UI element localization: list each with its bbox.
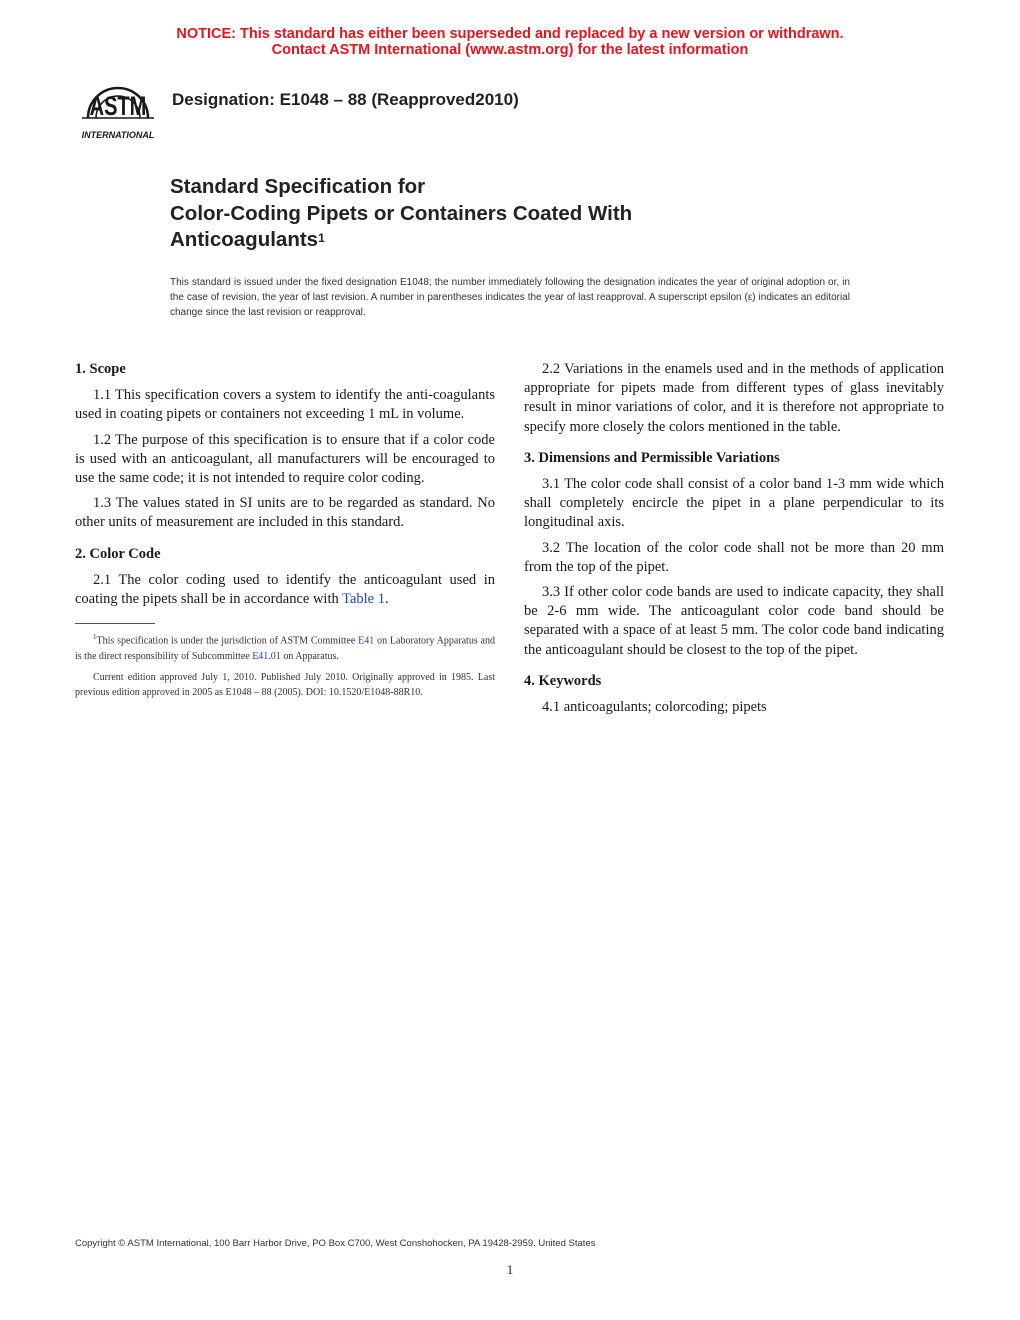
footnote-text-a3: on Apparatus. bbox=[280, 650, 339, 662]
paragraph-1-1: 1.1 This specification covers a system to identify the anti-coagulants used in coating pipets or containers not exceeding 1 mL in volume. bbox=[75, 387, 495, 423]
footnote-divider bbox=[75, 623, 155, 624]
table-1-link[interactable]: Table 1 bbox=[342, 591, 385, 608]
footnote-text-a2: on Laboratory Apparatus and is the direct responsibility of Subcommittee bbox=[75, 635, 495, 662]
paragraph-2-1-text: 2.1 The color coding used to identify the anticoagulant used in coating the pipets shall be in accordance with bbox=[75, 571, 495, 608]
title-line-3-text: Anticoagulants bbox=[170, 228, 319, 251]
paragraph-3-3: 3.3 If other color code bands are used to indicate capacity, they shall be 2-6 mm wide. The anticoagulant color code band should be separated with a space of at least 5 mm. The color code band indicating the anticoagulant should be closest to the top of the pipet. bbox=[524, 584, 944, 658]
title-footnote-ref[interactable]: 1 bbox=[318, 231, 325, 245]
subcommittee-e41-01-link[interactable]: E41.01 bbox=[252, 650, 281, 662]
designation: Designation: E1048 – 88 (Reapproved2010) bbox=[172, 90, 519, 109]
notice-line-1: NOTICE: This standard has either been superseded and replaced by a new version or withdrawn. bbox=[176, 26, 844, 42]
footnote-mark: 1 bbox=[93, 633, 97, 642]
title-line-2: Color-Coding Pipets or Containers Coated With bbox=[170, 201, 633, 225]
section-color-code-heading: 2. Color Code bbox=[75, 545, 161, 562]
paragraph-2-2: 2.2 Variations in the enamels used and in the methods of application appropriate for pipets made from different types of glass inevitably result in minor variations of color, and it is therefore not appropriate to specify more closely the colors mentioned in the table. bbox=[524, 361, 944, 435]
footnote-text-a1: This specification is under the jurisdiction of ASTM Committee bbox=[96, 635, 359, 647]
logo-letters: ASTM bbox=[89, 91, 147, 123]
committee-e41-link[interactable]: E41 bbox=[358, 635, 375, 647]
notice-line-2: Contact ASTM International (www.astm.org) for the latest information bbox=[271, 42, 749, 58]
issued-note: This standard is issued under the fixed designation E1048; the number immediately following the designation indicates the year of original adoption or, in the case of revision, the year of last revision. A number in parentheses indicates the year of last reapproval. A superscript epsilon (ε) indicates an editorial change since the last revision or reapproval. bbox=[170, 277, 850, 318]
copyright: Copyright © ASTM International, 100 Barr Harbor Drive, PO Box C700, West Conshohocken, PA 19428-2959. United States bbox=[75, 1238, 596, 1249]
title-line-1: Standard Specification for bbox=[170, 175, 426, 198]
page-number: 1 bbox=[506, 1262, 514, 1277]
paragraph-3-2: 3.2 The location of the color code shall not be more than 20 mm from the top of the pipet. bbox=[524, 539, 944, 575]
section-dimensions-heading: 3. Dimensions and Permissible Variations bbox=[524, 449, 780, 466]
paragraph-1-3: 1.3 The values stated in SI units are to be regarded as standard. No other units of measurement are included in this standard. bbox=[75, 495, 495, 531]
paragraph-3-1: 3.1 The color code shall consist of a color band 1-3 mm wide which shall completely encircle the pipet in a plane perpendicular to its longitudinal axis. bbox=[524, 476, 944, 531]
astm-logo-icon bbox=[74, 72, 162, 144]
logo-caption: INTERNATIONAL bbox=[81, 130, 155, 140]
section-scope-heading: 1. Scope bbox=[75, 361, 126, 377]
astm-logo bbox=[74, 72, 162, 144]
paragraph-2-1-end: . bbox=[384, 591, 389, 608]
paragraph-2-1 bbox=[75, 571, 495, 609]
paragraph-1-2: 1.2 The purpose of this specification is to ensure that if a color code is used with an anticoagulant, all manufacturers will be encouraged to use the same code; it is not intended to require color coding. bbox=[75, 431, 495, 487]
section-keywords-heading: 4. Keywords bbox=[524, 672, 602, 689]
title-line-3 bbox=[170, 227, 870, 256]
footnote-1 bbox=[75, 630, 495, 663]
right-column bbox=[524, 360, 944, 723]
notice-banner bbox=[0, 26, 1020, 58]
left-column bbox=[75, 360, 495, 706]
footnote-edition: Current edition approved July 1, 2010. Published July 2010. Originally approved in 1985. Last previous edition approved in 2005 as E1048 – 88 (2005). DOI: 10.1520/E1048-88R10. bbox=[75, 671, 495, 698]
document-title bbox=[170, 174, 870, 256]
paragraph-4-1: 4.1 anticoagulants; colorcoding; pipets bbox=[542, 699, 767, 716]
